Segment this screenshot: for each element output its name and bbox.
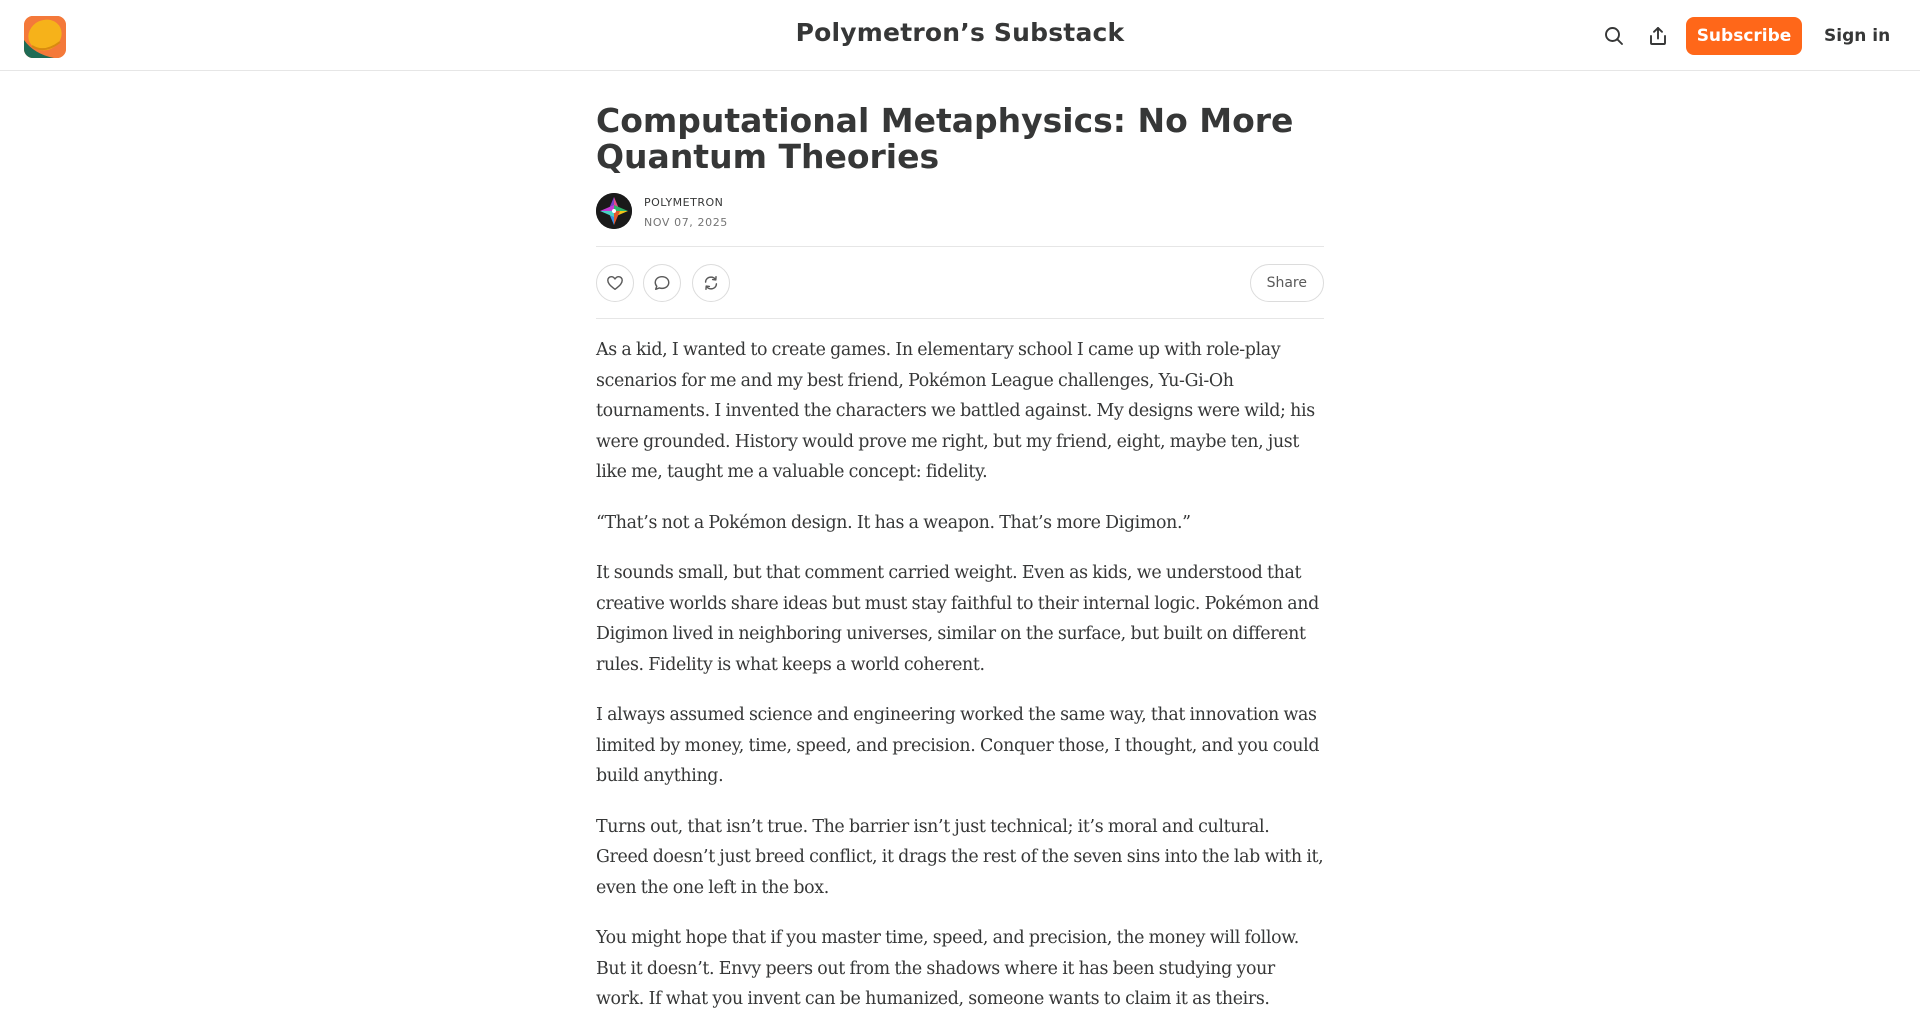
like-button[interactable] (596, 264, 634, 302)
body-paragraph: As a kid, I wanted to create games. In elementary school I came up with role-play scenarios for me and my best friend, Pokémon League challenges, Yu-Gi-Oh tournaments. I invented the characters we battled against. My designs were wild; his were grounded. History would prove me right, but my friend, eight, maybe ten, just like me, taught me a valuable concept: fidelity. (596, 340, 1315, 482)
search-icon (1604, 26, 1624, 46)
post-byline (596, 193, 1324, 233)
author-name-link[interactable]: POLYMETRON (644, 196, 724, 209)
share-upload-icon (1648, 26, 1668, 46)
search-button[interactable] (1598, 20, 1630, 52)
author-avatar[interactable] (596, 193, 632, 229)
post-action-bar (596, 246, 1324, 319)
publication-logo[interactable] (24, 16, 66, 58)
sign-in-button[interactable]: Sign in (1818, 17, 1896, 55)
body-paragraph: I always assumed science and engineering worked the same way, that innovation was limited by money, time, speed, and precision. Conquer those, I thought, and you could build anything. (596, 705, 1320, 786)
post-date: NOV 07, 2025 (644, 216, 728, 229)
share-button[interactable]: Share (1250, 264, 1324, 302)
heart-icon (606, 274, 624, 292)
post-title: Computational Metaphysics: No More Quantum Theories (596, 101, 1294, 176)
share-publication-button[interactable] (1642, 20, 1674, 52)
top-navigation-bar (0, 0, 1920, 71)
body-paragraph: “That’s not a Pokémon design. It has a weapon. That’s more Digimon.” (596, 512, 1191, 533)
post-article (596, 71, 1324, 1035)
body-paragraph: Turns out, that isn’t true. The barrier isn’t just technical; it’s moral and cultural. Greed doesn’t just breed conflict, it drags the rest of the seven sins into the lab with it, even the one left in the box. (596, 816, 1324, 898)
post-body (596, 335, 1324, 1015)
body-paragraph: You might hope that if you master time, speed, and precision, the money will follow. But it doesn’t. Envy peers out from the shadows where it has been studying your work. If what you invent can be humanized, someone wants to claim it as theirs. (596, 928, 1299, 1009)
comment-button[interactable] (643, 264, 681, 302)
publication-title (0, 18, 1920, 47)
publication-title-text[interactable]: Polymetron’s Substack (795, 18, 1125, 47)
restack-icon (702, 274, 720, 292)
restack-button[interactable] (692, 264, 730, 302)
subscribe-button[interactable]: Subscribe (1686, 17, 1802, 55)
comment-icon (653, 274, 671, 292)
body-paragraph: It sounds small, but that comment carried weight. Even as kids, we understood that creative worlds share ideas but must stay faithful to their internal logic. Pokémon and Digimon lived in neighboring universes, similar on the surface, but built on different rules. Fidelity is what keeps a world coherent. (596, 563, 1319, 675)
